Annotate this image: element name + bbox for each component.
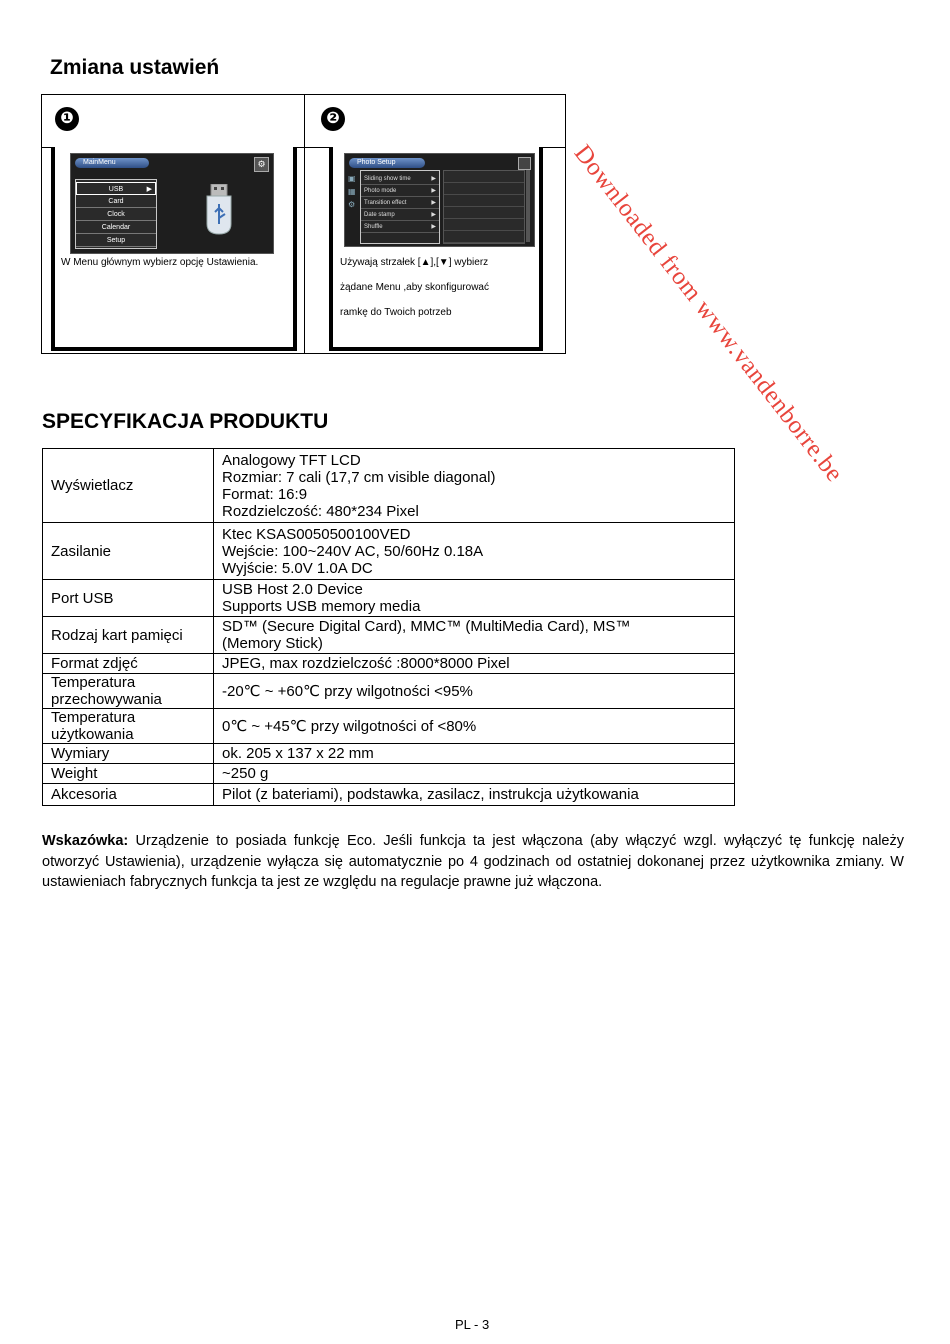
spec-title: SPECYFIKACJA PRODUKTU bbox=[42, 410, 329, 433]
screen-title: Photo Setup bbox=[349, 158, 425, 168]
step-frame bbox=[51, 147, 297, 351]
step-number: ❷ bbox=[321, 107, 345, 131]
main-menu bbox=[75, 179, 157, 249]
spec-label: Rodzaj kart pamięci bbox=[43, 617, 214, 654]
menu-item-sliding-show-time[interactable] bbox=[361, 173, 439, 185]
menu-item-clock[interactable]: Clock bbox=[76, 208, 156, 221]
spec-value-line: Ktec KSAS0050500100VED bbox=[222, 525, 411, 543]
spec-label-line: przechowywania bbox=[51, 691, 162, 708]
note-label: Wskazówka: bbox=[42, 833, 129, 849]
spec-value: ~250 g bbox=[214, 764, 735, 784]
spec-value: ok. 205 x 137 x 22 mm bbox=[214, 744, 735, 764]
table-row bbox=[43, 523, 735, 580]
spec-value bbox=[214, 523, 735, 580]
spec-label: Wyświetlacz bbox=[43, 449, 214, 523]
menu-item-shuffle[interactable] bbox=[361, 221, 439, 233]
close-icon bbox=[518, 157, 531, 170]
table-row bbox=[43, 709, 735, 744]
section-title: Zmiana ustawień bbox=[50, 56, 220, 79]
spec-label-line: użytkowania bbox=[51, 726, 134, 743]
step-caption: W Menu głównym wybierz opcję Ustawienia. bbox=[61, 257, 259, 268]
table-row bbox=[43, 617, 735, 654]
screen-title: MainMenu bbox=[75, 158, 149, 168]
spec-value-line: USB Host 2.0 Device bbox=[222, 581, 363, 598]
menu-item-label: Transition effect bbox=[364, 200, 407, 206]
spec-value: Pilot (z bateriami), podstawka, zasilacz, instrukcja użytkowania bbox=[214, 784, 735, 806]
chevron-right-icon: ▶ bbox=[431, 176, 436, 182]
spec-value-line: Format: 16:9 bbox=[222, 485, 308, 503]
settings-icon: ⚙ bbox=[254, 157, 269, 172]
menu-item-date-stamp[interactable] bbox=[361, 209, 439, 221]
step-frame bbox=[329, 147, 543, 351]
scrollbar[interactable] bbox=[526, 170, 530, 242]
spec-value: -20℃ ~ +60℃ przy wilgotności <95% bbox=[214, 674, 735, 709]
spec-value-line: SD™ (Secure Digital Card), MMC™ (MultiMedia Card), MS™ bbox=[222, 618, 631, 635]
spec-value bbox=[214, 617, 735, 654]
spec-label bbox=[43, 709, 214, 744]
spec-value-line: Rozmiar: 7 cali (17,7 cm visible diagonal) bbox=[222, 468, 496, 486]
gear-icon: ⚙ bbox=[348, 200, 356, 209]
step-caption-line: ramkę do Twoich potrzeb bbox=[340, 307, 452, 318]
spec-label: Akcesoria bbox=[43, 784, 214, 806]
menu-item-label: Shuffle bbox=[364, 224, 383, 230]
chevron-right-icon: ▶ bbox=[431, 224, 436, 230]
table-row bbox=[43, 654, 735, 674]
spec-table bbox=[42, 448, 735, 806]
usb-drive-icon bbox=[201, 184, 237, 236]
spec-label: Format zdjęć bbox=[43, 654, 214, 674]
spec-label: Weight bbox=[43, 764, 214, 784]
spec-label: Zasilanie bbox=[43, 523, 214, 580]
spec-value-line: Supports USB memory media bbox=[222, 598, 421, 615]
photo-icon: ▣ bbox=[348, 174, 356, 183]
chevron-right-icon: ▶ bbox=[431, 212, 436, 218]
spec-value-line: (Memory Stick) bbox=[222, 635, 323, 652]
spec-value-line: Wyjście: 5.0V 1.0A DC bbox=[222, 559, 373, 577]
menu-item-label: Photo mode bbox=[364, 188, 397, 194]
options-panel bbox=[443, 170, 525, 244]
watermark: Downloaded from www.vandenborre.be bbox=[568, 140, 849, 488]
photo-setup-menu bbox=[360, 170, 440, 244]
spec-value: JPEG, max rozdzielczość :8000*8000 Pixel bbox=[214, 654, 735, 674]
spec-value-line: Wejście: 100~240V AC, 50/60Hz 0.18A bbox=[222, 542, 484, 560]
table-row bbox=[43, 449, 735, 523]
steps-panel bbox=[41, 94, 566, 354]
step-number: ❶ bbox=[55, 107, 79, 131]
menu-item-label: USB bbox=[108, 186, 124, 193]
step-caption-line: żądane Menu ,aby skonfigurować bbox=[340, 282, 489, 293]
table-row bbox=[43, 744, 735, 764]
menu-item-photo-mode[interactable] bbox=[361, 185, 439, 197]
spec-label-line: Temperatura bbox=[51, 674, 136, 691]
spec-label: Wymiary bbox=[43, 744, 214, 764]
spec-value bbox=[214, 449, 735, 523]
music-icon: ▦ bbox=[348, 187, 356, 196]
menu-item-card[interactable]: Card bbox=[76, 195, 156, 208]
step-caption-line: Używają strzałek [▲],[▼] wybierz bbox=[340, 257, 489, 268]
table-row bbox=[43, 784, 735, 806]
spec-label bbox=[43, 674, 214, 709]
table-row bbox=[43, 580, 735, 617]
menu-item-calendar[interactable]: Calendar bbox=[76, 221, 156, 234]
spec-value-line: Analogowy TFT LCD bbox=[222, 451, 361, 469]
spec-label: Port USB bbox=[43, 580, 214, 617]
table-row bbox=[43, 674, 735, 709]
chevron-right-icon: ▶ bbox=[146, 186, 152, 193]
menu-item-label: Sliding show time bbox=[364, 176, 411, 182]
menu-item-usb[interactable] bbox=[76, 182, 156, 195]
spec-value bbox=[214, 580, 735, 617]
menu-item-label: Date stamp bbox=[364, 212, 395, 218]
spec-value: 0℃ ~ +45℃ przy wilgotności of <80% bbox=[214, 709, 735, 744]
spec-value-line: Rozdzielczość: 480*234 Pixel bbox=[222, 502, 419, 520]
divider bbox=[304, 95, 305, 353]
spec-label-line: Temperatura bbox=[51, 709, 136, 726]
table-row bbox=[43, 764, 735, 784]
chevron-right-icon: ▶ bbox=[431, 200, 436, 206]
note-paragraph bbox=[42, 831, 904, 893]
menu-item-setup[interactable]: Setup bbox=[76, 234, 156, 247]
device-screen bbox=[344, 153, 535, 247]
note-text: Urządzenie to posiada funkcję Eco. Jeśli funkcja ta jest włączona (aby włączyć wzgl. wyłączyć tę funkcję należy otworzyć Ustawienia), urządzenie wyłącza się automatycznie po 4 godzinach od ostatniej dokonanej przez użytkownika zmiany. W ustawieniach fabrycznych funkcja ta jest ze względu na regulacje prawne już włączona. bbox=[42, 833, 904, 890]
device-screen bbox=[70, 153, 274, 254]
category-icons bbox=[348, 172, 358, 211]
page-number: PL - 3 bbox=[455, 1317, 490, 1332]
chevron-right-icon: ▶ bbox=[431, 188, 436, 194]
menu-item-transition-effect[interactable] bbox=[361, 197, 439, 209]
